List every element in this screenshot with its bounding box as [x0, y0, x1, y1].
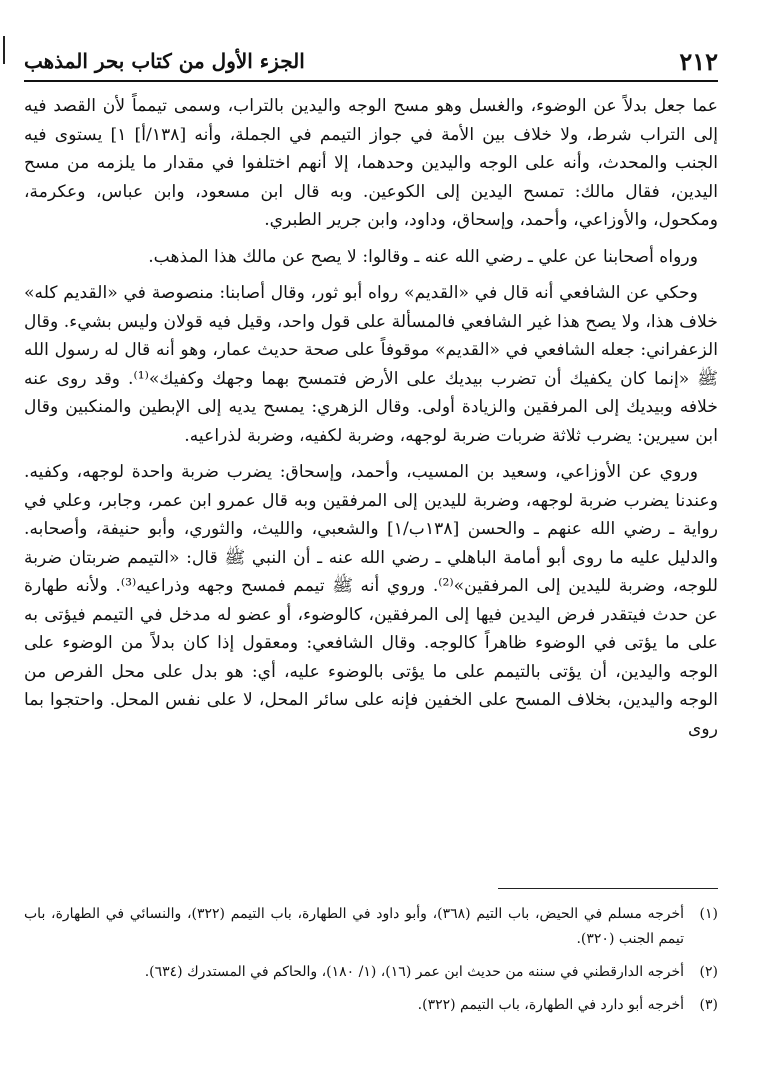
footnote-text: أخرجه مسلم في الحيض، باب التيم (٣٦٨)، وأبو داود في الطهارة، باب التيمم (٣٢٢)، والنسائي في الطهارة، باب تيمم الجنب (٣٢٠).: [24, 906, 684, 947]
paragraph: وروي عن الأوزاعي، وسعيد بن المسيب، وأحمد، وإسحاق: يضرب ضربة واحدة لوجهه، وكفيه. وعندنا يضرب ضربة لوجهه، وضربة لليدين إلى المرفقين وبه قال عمرو ابن عمر، وجابر، وعلي في رواية ـ رضي الله عنهم ـ والحسن [١٣٨ب/١] والشعبي، والليث، والثوري، وأبو حنيفة، وأصحابه. والدليل عليه ما روى أبو أمامة الباهلي ـ رضي الله عنه ـ أن النبي ﷺ قال: «التيمم ضربتان ضربة للوجه، وضربة لليدين إلى المرفقين»⁽²⁾. وروي أنه ﷺ تيمم فمسح وجهه وذراعيه⁽³⁾. ولأنه طهارة عن حدث فيتقدر فرض اليدين فيها إلى المرفقين، كالوضوء، أو عضو له مدخل في التيمم فيؤتى به على ما يؤتى في الوضوء ظاهراً كالوجه. وقال الشافعي: ومعقول إذا كان بدلاً من الوضوء على الوجه واليدين، أن يؤتى بالتيمم على ما يؤتى بالوضوء عليه، أي: هو بدل على محل الفرص من الوجه واليدين، بخلاف المسح على الخفين فإنه على سائر المحل، لا على نفس المحل. واحتجوا بما روى: [24, 462, 718, 739]
footnotes: [24, 902, 718, 1026]
paragraph: وحكي عن الشافعي أنه قال في «القديم» رواه أبو ثور، وقال أصابنا: منصوصة في «القديم كله» خلاف هذا، ولا يصح هذا غير الشافعي فالمسألة على قول واحد، وقيل فيه قولان وليس بشيء. وقال الزعفراني: جعله الشافعي في «القديم» موقوفاً على صحة حديث عمار، وهو أنه قال له رسول الله ﷺ «إنما كان يكفيك أن تضرب بيديك على الأرض فتمسح بهما وجهك وكفيك»⁽¹⁾. وقد روى عنه خلافه وبيديك إلى المرفقين والزيادة أولى. وقال الزهري: يمسح يديه إلى الإبطين والمنكبين وقال ابن سيرين: يضرب ثلاثة ضربات ضربة لوجهه، وضربة لكفيه، وضربة لذراعيه.: [24, 283, 718, 446]
footnote-text: أخرجه الدارقطني في سننه من حديث ابن عمر (١٦)، (١/ ١٨٠)، والحاكم في المستدرك (٦٣٤).: [144, 964, 684, 980]
running-title: الجزء الأول من كتاب بحر المذهب: [24, 49, 305, 73]
paragraph: عما جعل بدلاً عن الوضوء، والغسل وهو مسح الوجه واليدين بالتراب، وسمى تيمماً لأن القصد فيه إلى التراب شرط، ولا خلاف بين الأمة في جواز التيمم في الجملة، وأنه [١٣٨/أ] ١] يستوى فيه الجنب والمحدث، وأنه على الوجه واليدين وحدهما، إلا أنهم اختلفوا في مقدار ما يلزمه من مسح اليدين، فقال مالك: تمسح اليدين إلى الكوعين. وبه قال ابن مسعود، وابن عباس، وعكرمة، ومكحول، والأوزاعي، وأحمد، وإسحاق، وداود، وابن جرير الطبري.: [24, 96, 718, 230]
footnote: [24, 902, 718, 952]
footnote-number: (١): [699, 906, 718, 922]
page-number: ٢١٢: [679, 46, 718, 76]
page-edge-mark: [3, 36, 5, 64]
footnote-text: أخرجه أبو دارد في الطهارة، باب التيمم (٣٢٢).: [417, 997, 684, 1013]
footnote-divider: [498, 888, 718, 889]
page-header: [24, 42, 718, 82]
footnote: [24, 993, 718, 1018]
footnote: [24, 960, 718, 985]
footnote-number: (٢): [699, 964, 718, 980]
main-text: [24, 92, 718, 751]
footnote-number: (٣): [699, 997, 718, 1013]
paragraph: ورواه أصحابنا عن علي ـ رضي الله عنه ـ وقالوا: لا يصح عن مالك هذا المذهب.: [148, 246, 698, 267]
